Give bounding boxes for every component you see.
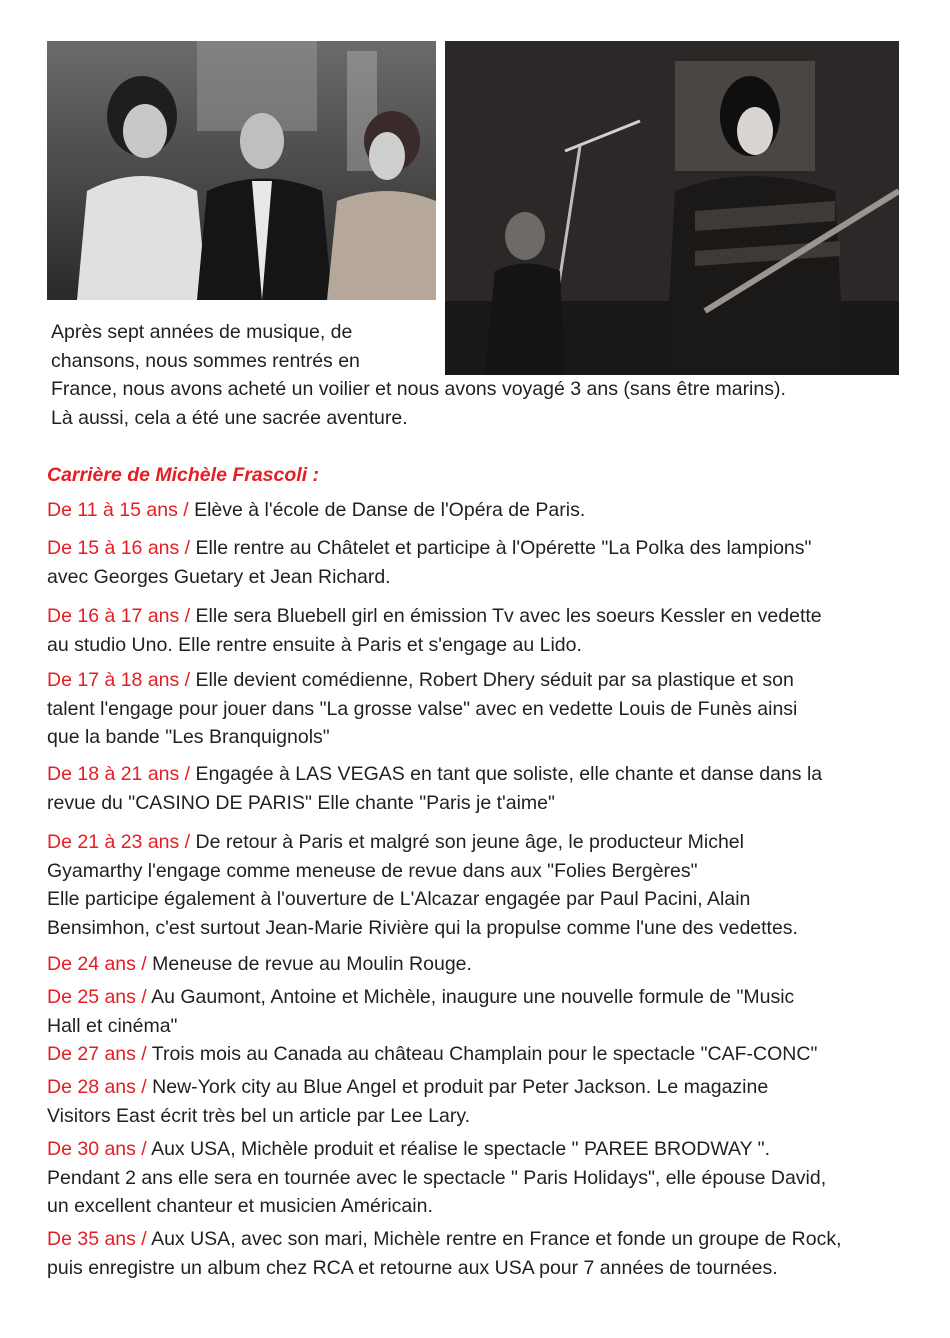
entry-text: un excellent chanteur et musicien Américain. <box>47 1195 433 1218</box>
entry-text: avec Georges Guetary et Jean Richard. <box>47 565 391 588</box>
entry-text: Elle participe également à l'ouverture de L'Alcazar engagée par Paul Pacini, Alain <box>47 888 751 911</box>
entry-text: Meneuse de revue au Moulin Rouge. <box>146 953 472 975</box>
career-entry <box>47 1225 917 1282</box>
career-title: Carrière de Michèle Frascoli : <box>47 464 320 486</box>
intro-paragraph <box>51 318 911 432</box>
career-entry <box>47 983 917 1040</box>
entry-text: revue du "CASINO DE PARIS" Elle chante "Paris je t'aime" <box>47 791 555 814</box>
intro-line: chansons, nous sommes rentrés en <box>51 349 360 372</box>
entry-text: Elle sera Bluebell girl en émission Tv avec les soeurs Kessler en vedette <box>190 605 822 627</box>
intro-line: France, nous avons acheté un voilier et nous avons voyagé 3 ans (sans être marins). <box>51 378 786 401</box>
career-entry <box>47 950 917 979</box>
entry-text: que la bande "Les Branquignols" <box>47 726 330 749</box>
entry-text: Elève à l'école de Danse de l'Opéra de Paris. <box>188 499 586 521</box>
entry-text: puis enregistre un album chez RCA et retourne aux USA pour 7 années de tournées. <box>47 1256 778 1279</box>
career-entry <box>47 496 917 525</box>
entry-age: De 16 à 17 ans / <box>47 605 191 627</box>
entry-text: Engagée à LAS VEGAS en tant que soliste, elle chante et danse dans la <box>190 763 823 785</box>
entry-age: De 15 à 16 ans / <box>47 537 191 559</box>
entry-text: Pendant 2 ans elle sera en tournée avec le spectacle " Paris Holidays", elle épouse David, <box>47 1166 827 1189</box>
entry-text: New-York city au Blue Angel et produit par Peter Jackson. Le magazine <box>146 1076 769 1098</box>
intro-line: Après sept années de musique, de <box>51 321 353 343</box>
career-entry <box>47 666 917 752</box>
intro-line: Là aussi, cela a été une sacrée aventure. <box>51 406 408 429</box>
entry-text: Hall et cinéma" <box>47 1014 178 1037</box>
entry-age: De 11 à 15 ans / <box>47 499 189 521</box>
entry-text: Gyamarthy l'engage comme meneuse de revue dans aux "Folies Bergères" <box>47 859 698 882</box>
entry-text: au studio Uno. Elle rentre ensuite à Paris et s'engage au Lido. <box>47 633 582 656</box>
career-entry <box>47 602 917 659</box>
entry-age: De 18 à 21 ans / <box>47 763 191 785</box>
photo-reception <box>47 41 436 300</box>
career-entry <box>47 534 917 591</box>
entry-age: De 35 ans / <box>47 1228 147 1250</box>
entry-text: Elle rentre au Châtelet et participe à l'Opérette "La Polka des lampions" <box>190 537 812 559</box>
career-entry <box>47 760 917 817</box>
entry-text: Au Gaumont, Antoine et Michèle, inaugure une nouvelle formule de "Music <box>146 986 795 1008</box>
entry-text: De retour à Paris et malgré son jeune âge, le producteur Michel <box>190 831 744 853</box>
entry-age: De 17 à 18 ans / <box>47 669 191 691</box>
entry-text: Visitors East écrit très bel un article par Lee Lary. <box>47 1104 471 1127</box>
career-entry <box>47 1135 917 1221</box>
entry-age: De 27 ans / <box>47 1043 147 1065</box>
entry-age: De 30 ans / <box>47 1138 147 1160</box>
career-entry <box>47 1073 917 1130</box>
entry-age: De 24 ans / <box>47 953 147 975</box>
entry-text: Bensimhon, c'est surtout Jean-Marie Rivière qui la propulse comme l'une des vedettes. <box>47 916 798 939</box>
entry-text: talent l'engage pour jouer dans "La grosse valse" avec en vedette Louis de Funès ainsi <box>47 697 798 720</box>
entry-text: Trois mois au Canada au château Champlain pour le spectacle "CAF-CONC" <box>146 1043 818 1065</box>
entry-text: Elle devient comédienne, Robert Dhery séduit par sa plastique et son <box>190 669 794 691</box>
career-entry <box>47 828 917 942</box>
entry-age: De 28 ans / <box>47 1076 147 1098</box>
entry-age: De 21 à 23 ans / <box>47 831 191 853</box>
entry-text: Aux USA, Michèle produit et réalise le spectacle " PAREE BRODWAY ". <box>146 1138 771 1160</box>
entry-text: Aux USA, avec son mari, Michèle rentre en France et fonde un groupe de Rock, <box>146 1228 842 1250</box>
career-entry <box>47 1040 917 1069</box>
entry-age: De 25 ans / <box>47 986 147 1008</box>
photo-icon <box>47 41 436 300</box>
